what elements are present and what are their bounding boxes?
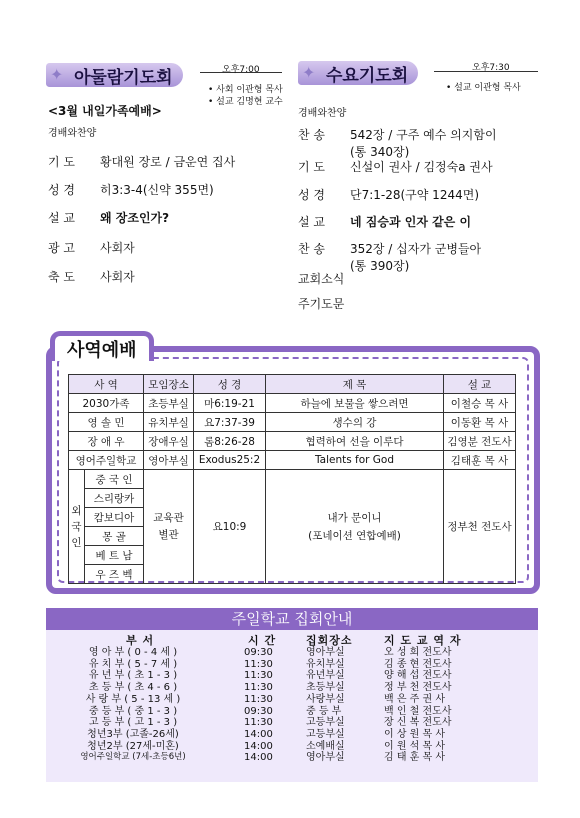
school-cell: 유 년 부 ( 초 1 - 3 ) <box>88 670 178 682</box>
right-section-title-tab <box>298 61 418 85</box>
left-section-header <box>46 60 183 90</box>
school-row <box>46 717 538 729</box>
ministry-title: 사역예배 <box>50 331 154 361</box>
school-row <box>46 682 538 694</box>
foreign-title: 내가 문이니 (포네이션 연합예배) <box>266 470 444 584</box>
school-cell: 유치부실 <box>306 658 345 670</box>
school-cell: 11:30 <box>244 658 273 670</box>
foreign-place: 교육관 별관 <box>144 470 194 584</box>
table-row: 우 즈 벡 <box>69 565 516 584</box>
left-subtitle: <3월 내일가족예배> <box>48 104 162 118</box>
school-cell: 청년3부 (고졸-26세) <box>87 728 179 740</box>
left-opening: 경배와찬양 <box>48 128 97 139</box>
left-section-title-tab <box>46 63 183 87</box>
sparkle-icon: ✦ <box>50 65 64 84</box>
left-role-2: • 설교 김명현 교수 <box>208 97 283 107</box>
school-cell: 중 등 부 ( 중 1 - 3 ) <box>88 705 178 717</box>
table-row: 캄보디아 <box>69 508 516 527</box>
school-cell: 정 부 천 전도사 <box>384 682 452 694</box>
foreign-preacher: 정부천 전도사 <box>444 470 516 584</box>
table-row: 2030가족 초등부실 마6:19-21 하늘에 보물을 쌓으려면 이철승 목 사 <box>69 394 516 413</box>
school-cell: 유 치 부 ( 5 - 7 세 ) <box>88 658 178 670</box>
table-row: 영어주일학교 영아부실 Exodus25:2 Talents for God 김태훈 목 사 <box>69 451 516 470</box>
table-row: 스리랑카 <box>69 489 516 508</box>
school-cell: 09:30 <box>244 647 273 658</box>
school-row <box>46 659 538 671</box>
school-cell: 14:00 <box>244 728 273 740</box>
right-row: 성 경 단7:1-28(구약 1244면) <box>298 188 479 202</box>
left-row: 설 교 왜 장조인가? <box>48 211 170 225</box>
ministry-table <box>68 374 516 584</box>
school-cell: 영아부실 <box>306 752 345 764</box>
left-role-1: • 사회 이관형 목사 <box>208 85 283 95</box>
left-section-title: 아둘람기도회 <box>74 67 173 88</box>
school-cell: 청년2부 (27세-미혼) <box>87 740 179 752</box>
school-cell: 유년부실 <box>306 670 345 682</box>
right-row: 설 교 네 짐승과 인자 같은 이 <box>298 215 472 229</box>
sparkle-icon: ✦ <box>302 63 316 82</box>
school-header-place: 집회장소 <box>306 634 353 647</box>
school-header-dept: 부 서 <box>126 634 155 647</box>
right-section-title: 수요기도회 <box>326 65 409 86</box>
school-cell: 백 인 철 전도사 <box>384 705 452 717</box>
school-cell: 11:30 <box>244 717 273 729</box>
foreign-label: 외 국 인 <box>69 470 85 584</box>
school-cell: 양 해 섭 전도사 <box>384 670 452 682</box>
school-cell: 사 랑 부 ( 5 - 13 세 ) <box>85 693 181 705</box>
school-cell: 사랑부실 <box>306 693 345 705</box>
table-row: 베 트 남 <box>69 546 516 565</box>
foreign-bible: 요10:9 <box>194 470 266 584</box>
right-hymn-1: 찬 송 542장 / 구주 예수 의지함이 (통 340장) <box>298 128 497 159</box>
school-cell: 초 등 부 ( 초 4 - 6 ) <box>88 682 178 694</box>
table-row: 영 솔 민 유치부실 요7:37-39 생수의 강 이동환 목 사 <box>69 413 516 432</box>
school-row <box>46 706 538 718</box>
right-section-time: 오후7:30 <box>472 63 510 73</box>
school-cell: 백 은 주 권 사 <box>384 693 446 705</box>
school-row <box>46 647 538 659</box>
school-cell: 영아부실 <box>306 647 345 658</box>
school-cell: 11:30 <box>244 693 273 705</box>
school-cell: 영 아 부 ( 0 - 4 세 ) <box>88 647 178 658</box>
school-cell: 14:00 <box>244 752 273 764</box>
school-cell: 소예배실 <box>306 740 345 752</box>
school-cell: 고등부실 <box>306 728 345 740</box>
school-cell: 이 상 원 목 사 <box>384 728 446 740</box>
school-header-leader: 지 도 교 역 자 <box>384 634 462 647</box>
right-hymn-2: 찬 송 352장 / 십자가 군병들아 (통 390장) <box>298 242 482 273</box>
school-cell: 14:00 <box>244 740 273 752</box>
school-cell: 09:30 <box>244 705 273 717</box>
right-opening: 경배와찬양 <box>298 108 347 119</box>
right-extra-2: 주기도문 <box>298 297 345 311</box>
table-header-row: 사 역 모임장소 성 경 제 목 설 교 <box>69 375 516 394</box>
school-cell: 고등부실 <box>306 717 345 729</box>
school-cell: 오 성 희 전도사 <box>384 647 452 658</box>
left-row: 축 도 사회자 <box>48 270 135 284</box>
school-cell: 고 등 부 ( 고 1 - 3 ) <box>88 717 178 729</box>
table-row: 몽 골 <box>69 527 516 546</box>
left-row: 기 도 황대원 장로 / 금운연 집사 <box>48 155 236 169</box>
right-row: 기 도 신설이 권사 / 김정숙a 권사 <box>298 160 493 174</box>
left-row: 성 경 히3:3-4(신약 355면) <box>48 183 214 197</box>
school-row <box>46 752 538 764</box>
left-section-time: 오후7:00 <box>222 65 260 75</box>
right-extra-1: 교회소식 <box>298 272 345 286</box>
right-role-1: • 설교 이관형 목사 <box>446 83 521 93</box>
school-cell: 김 태 훈 목 사 <box>384 752 446 764</box>
right-section-header <box>298 58 418 88</box>
school-cell: 장 신 복 전도사 <box>384 717 452 729</box>
school-cell: 중 등 부 <box>306 705 342 717</box>
school-header-time: 시 간 <box>248 634 277 647</box>
school-row <box>46 694 538 706</box>
school-cell: 11:30 <box>244 670 273 682</box>
school-row <box>46 741 538 753</box>
school-cell: 11:30 <box>244 682 273 694</box>
left-row: 광 고 사회자 <box>48 241 135 255</box>
table-row: 장 애 우 장애우실 롬8:26-28 협력하여 선을 이루다 김영분 전도사 <box>69 432 516 451</box>
school-cell: 영어주일학교 (7세-초등6년) <box>80 752 186 763</box>
table-row: 외 국 인 중 국 인 교육관 별관 요10:9 내가 문이니 (포네이션 연합예배) 정부천 전도사 <box>69 470 516 489</box>
school-row <box>46 729 538 741</box>
school-cell: 김 종 현 전도사 <box>384 658 452 670</box>
school-row <box>46 670 538 682</box>
school-title: 주일학교 집회안내 <box>46 608 538 630</box>
school-cell: 초등부실 <box>306 682 345 694</box>
school-cell: 이 원 석 목 사 <box>384 740 446 752</box>
